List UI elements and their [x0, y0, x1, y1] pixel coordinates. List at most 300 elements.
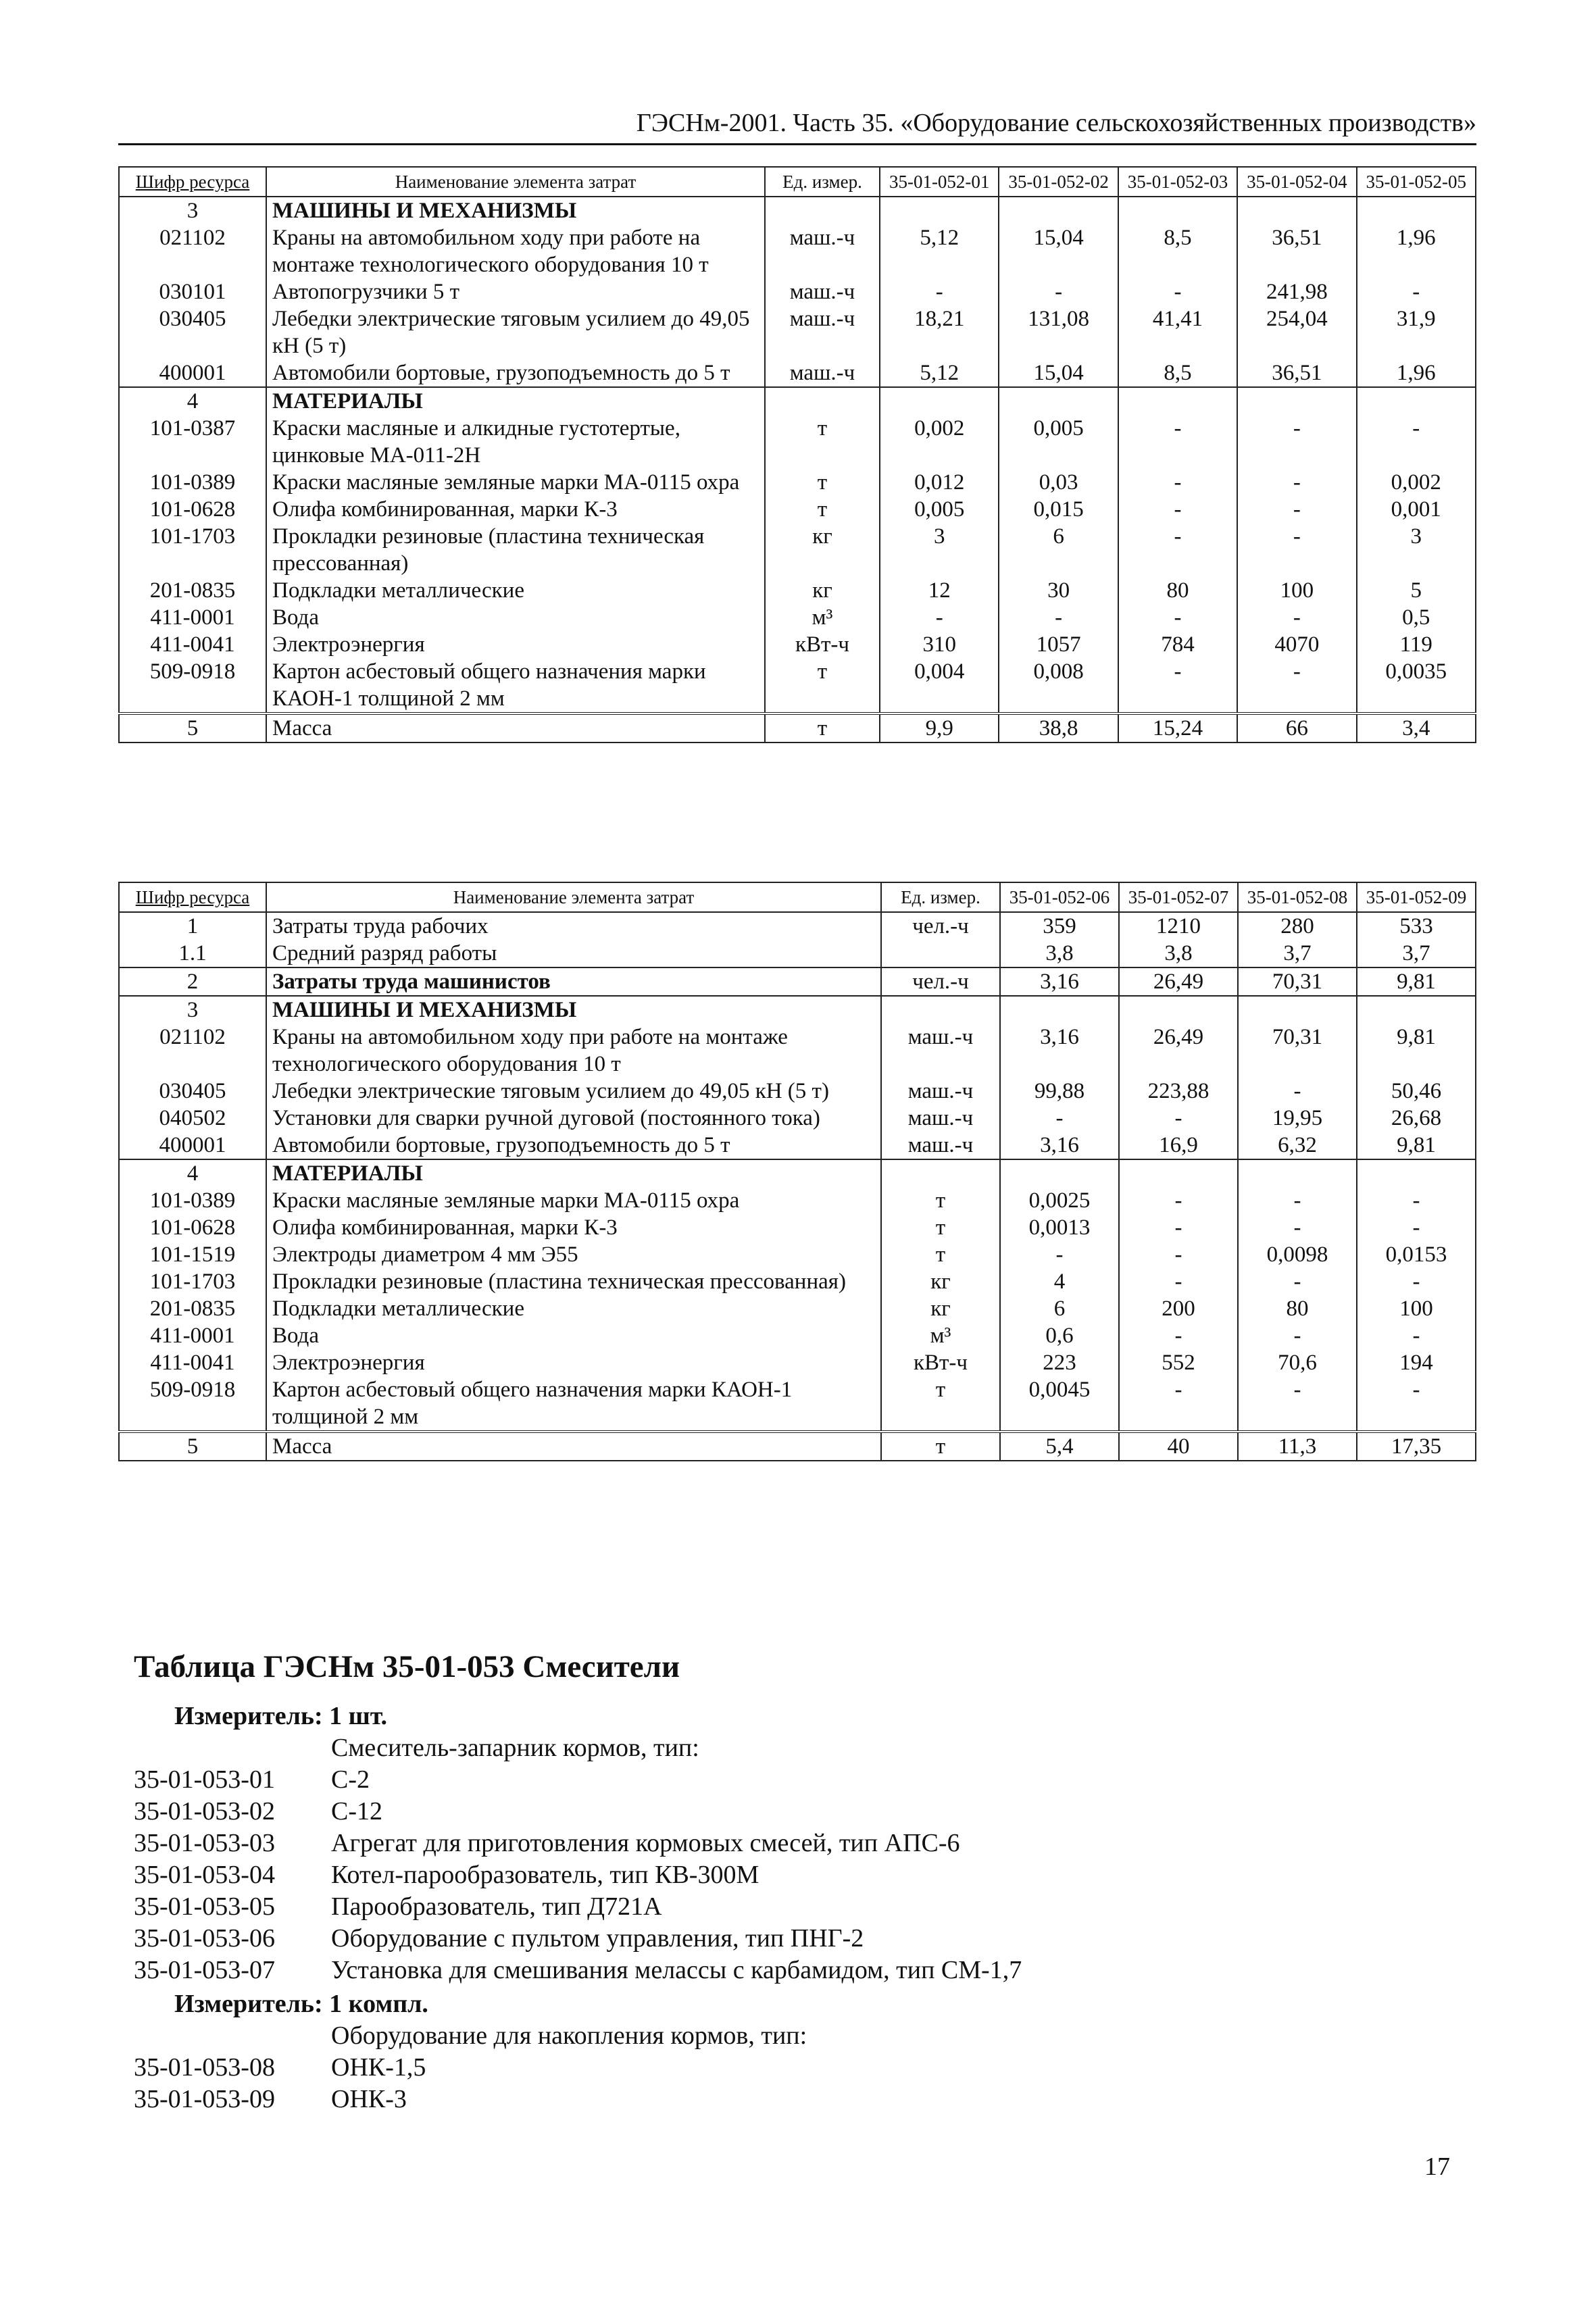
cell-value: 80: [1118, 577, 1237, 604]
cell-value: -: [999, 278, 1118, 305]
cell-value: [1357, 197, 1476, 224]
cell-unit: маш.-ч: [881, 1132, 1000, 1159]
norm-code: 35-01-053-04: [134, 1861, 275, 1889]
cell-value: [1118, 387, 1237, 415]
cell-value: 40: [1119, 1432, 1238, 1461]
cell-value: 0,0045: [1000, 1376, 1119, 1432]
table-row: [119, 1187, 1476, 1214]
group-description: Оборудование для накопления кормов, тип:: [331, 2021, 807, 2050]
cell-code: 1: [119, 912, 266, 940]
cell-unit: чел.-ч: [881, 912, 1000, 940]
cell-name: Затраты труда рабочих: [266, 912, 881, 940]
table-row: [119, 1322, 1476, 1349]
cell-value: [999, 387, 1118, 415]
cell-code: 021102: [119, 1024, 266, 1078]
norm-code: 35-01-053-09: [134, 2085, 275, 2113]
cell-value: 0,0098: [1238, 1241, 1357, 1268]
cell-value: -: [1357, 278, 1476, 305]
cell-name: Масса: [266, 1432, 881, 1461]
cell-name: Лебедки электрические тяговым усилием до 49,05 кН (5 т): [266, 1078, 881, 1105]
running-header: ГЭСНм-2001. Часть 35. «Оборудование сельскохозяйственных производств»: [118, 108, 1476, 145]
cell-value: 0,005: [880, 496, 999, 523]
table-row: [119, 1214, 1476, 1241]
cell-value: 0,5: [1357, 604, 1476, 631]
cell-value: -: [1119, 1376, 1238, 1432]
table-row: [119, 658, 1476, 713]
cell-value: 1,96: [1357, 224, 1476, 278]
cell-value: -: [1238, 1078, 1357, 1105]
cell-value: 9,81: [1357, 967, 1476, 996]
cell-value: 17,35: [1357, 1432, 1476, 1461]
cell-value: [1000, 1159, 1119, 1187]
table-row: [119, 1376, 1476, 1432]
norm-text: Парообразователь, тип Д721А: [331, 1892, 662, 1921]
header-col: 35-01-052-07: [1119, 882, 1238, 912]
cell-name: Электроэнергия: [266, 631, 765, 658]
cell-value: 9,81: [1357, 1132, 1476, 1159]
cell-value: 5: [1357, 577, 1476, 604]
cell-value: -: [1118, 278, 1237, 305]
cell-name: Картон асбестовый общего назначения марки КАОН-1 толщиной 2 мм: [266, 658, 765, 713]
cell-unit: [881, 996, 1000, 1024]
cell-value: -: [1238, 1376, 1357, 1432]
table-row: [119, 197, 1476, 224]
cell-unit: маш.-ч: [765, 278, 880, 305]
cell-value: -: [1237, 469, 1356, 496]
cell-value: 1210: [1119, 912, 1238, 940]
cell-value: 70,31: [1238, 967, 1357, 996]
cell-value: 8,5: [1118, 224, 1237, 278]
cell-value: 241,98: [1237, 278, 1356, 305]
cell-value: -: [1119, 1214, 1238, 1241]
cell-value: 6,32: [1238, 1132, 1357, 1159]
cell-name: МАТЕРИАЛЫ: [266, 387, 765, 415]
cell-value: -: [1357, 1376, 1476, 1432]
cell-value: -: [1237, 496, 1356, 523]
cell-name: Подкладки металлические: [266, 577, 765, 604]
cell-value: -: [1357, 1187, 1476, 1214]
table-row: [119, 1159, 1476, 1187]
cell-value: -: [1238, 1214, 1357, 1241]
header-col: 35-01-052-04: [1237, 167, 1356, 197]
cell-name: Прокладки резиновые (пластина техническая прессованная): [266, 523, 765, 577]
cell-value: 0,001: [1357, 496, 1476, 523]
cell-value: 0,012: [880, 469, 999, 496]
table-row: [119, 469, 1476, 496]
cell-unit: кВт-ч: [765, 631, 880, 658]
cell-value: 15,24: [1118, 713, 1237, 743]
cell-unit: маш.-ч: [765, 359, 880, 387]
cell-code: 1.1: [119, 940, 266, 967]
cell-value: 0,005: [999, 415, 1118, 469]
cell-value: 3,8: [1000, 940, 1119, 967]
cell-name: Затраты труда машинистов: [266, 967, 881, 996]
cell-name: Олифа комбинированная, марки К-3: [266, 1214, 881, 1241]
table-row: [119, 523, 1476, 577]
cell-value: -: [1119, 1268, 1238, 1295]
cell-value: 0,6: [1000, 1322, 1119, 1349]
cell-value: 16,9: [1119, 1132, 1238, 1159]
cell-value: 119: [1357, 631, 1476, 658]
cell-value: 15,04: [999, 224, 1118, 278]
table-row: [119, 1078, 1476, 1105]
header-col: 35-01-052-09: [1357, 882, 1476, 912]
cell-value: [1000, 996, 1119, 1024]
norm-text: ОНК-1,5: [331, 2053, 426, 2082]
cell-value: 5,12: [880, 224, 999, 278]
cell-value: -: [1118, 658, 1237, 713]
cell-name: МАТЕРИАЛЫ: [266, 1159, 881, 1187]
cell-code: 201-0835: [119, 1295, 266, 1322]
cell-value: -: [1000, 1241, 1119, 1268]
norm-item: [134, 1796, 382, 1826]
cell-value: -: [1118, 523, 1237, 577]
group-description: Смеситель-запарник кормов, тип:: [331, 1734, 699, 1762]
norm-item: [134, 1892, 662, 1921]
cell-value: 0,0013: [1000, 1214, 1119, 1241]
cell-unit: [881, 940, 1000, 967]
cell-value: 254,04: [1237, 305, 1356, 359]
cell-value: 12: [880, 577, 999, 604]
cell-value: 70,6: [1238, 1349, 1357, 1376]
cell-code: 101-0628: [119, 496, 266, 523]
table-row: [119, 713, 1476, 743]
cell-value: -: [1237, 604, 1356, 631]
cell-code: 5: [119, 1432, 266, 1461]
cell-code: 101-0389: [119, 1187, 266, 1214]
cell-value: 0,0153: [1357, 1241, 1476, 1268]
cell-value: 100: [1357, 1295, 1476, 1322]
norm-text: ОНК-3: [331, 2085, 407, 2113]
cell-unit: маш.-ч: [765, 224, 880, 278]
cell-name: Картон асбестовый общего назначения марки КАОН-1 толщиной 2 мм: [266, 1376, 881, 1432]
table-row: [119, 912, 1476, 940]
cell-unit: маш.-ч: [881, 1105, 1000, 1132]
cell-value: 0,002: [880, 415, 999, 469]
norm-code: 35-01-053-03: [134, 1829, 275, 1857]
cell-value: -: [1119, 1241, 1238, 1268]
cell-code: 101-0628: [119, 1214, 266, 1241]
cell-unit: [881, 1159, 1000, 1187]
cell-value: 100: [1237, 577, 1356, 604]
cell-value: -: [1237, 658, 1356, 713]
table-row: [119, 1268, 1476, 1295]
norm-text: Агрегат для приготовления кормовых смесей, тип АПС-6: [331, 1829, 960, 1857]
cell-code: 4: [119, 387, 266, 415]
cell-value: 70,31: [1238, 1024, 1357, 1078]
page-number: 17: [1424, 2153, 1450, 2181]
cell-code: 3: [119, 197, 266, 224]
cell-value: 9,81: [1357, 1024, 1476, 1078]
cell-name: Вода: [266, 604, 765, 631]
cell-code: 040502: [119, 1105, 266, 1132]
cell-name: Прокладки резиновые (пластина техническая прессованная): [266, 1268, 881, 1295]
cell-value: -: [880, 278, 999, 305]
cell-name: Автопогрузчики 5 т: [266, 278, 765, 305]
cell-value: 3,8: [1119, 940, 1238, 967]
table-row: [119, 415, 1476, 469]
cell-unit: м³: [765, 604, 880, 631]
table-row: [119, 224, 1476, 278]
cell-code: 201-0835: [119, 577, 266, 604]
cell-value: -: [1357, 1322, 1476, 1349]
cell-name: Электроэнергия: [266, 1349, 881, 1376]
cell-value: 26,49: [1119, 1024, 1238, 1078]
cell-value: -: [1357, 415, 1476, 469]
cell-value: 3,16: [1000, 967, 1119, 996]
cell-value: 11,3: [1238, 1432, 1357, 1461]
cell-value: -: [1118, 604, 1237, 631]
cell-code: 3: [119, 996, 266, 1024]
table-body: [119, 912, 1476, 1461]
cell-value: 66: [1237, 713, 1356, 743]
cell-code: 030101: [119, 278, 266, 305]
norm-item: [134, 1828, 959, 1858]
table-row: [119, 996, 1476, 1024]
cell-name: Краски масляные земляные марки МА-0115 охра: [266, 469, 765, 496]
cell-value: [1119, 996, 1238, 1024]
norm-code: 35-01-053-06: [134, 1924, 275, 1953]
cell-value: 131,08: [999, 305, 1118, 359]
cell-value: -: [1000, 1105, 1119, 1132]
cell-value: -: [1118, 415, 1237, 469]
norm-code: 35-01-053-01: [134, 1765, 275, 1794]
cell-value: 3: [880, 523, 999, 577]
cell-value: 6: [1000, 1295, 1119, 1322]
cell-code: 4: [119, 1159, 266, 1187]
cell-value: 3,4: [1357, 713, 1476, 743]
cell-value: -: [1118, 496, 1237, 523]
cell-value: 0,004: [880, 658, 999, 713]
cell-unit: чел.-ч: [881, 967, 1000, 996]
cell-value: 1,96: [1357, 359, 1476, 387]
norm-text: С-2: [331, 1765, 370, 1794]
header-name: Наименование элемента затрат: [266, 882, 881, 912]
cell-value: 223: [1000, 1349, 1119, 1376]
cell-value: [1357, 387, 1476, 415]
cell-name: Краски масляные и алкидные густотертые, цинковые МА-011-2Н: [266, 415, 765, 469]
resource-table-2: [118, 882, 1476, 1461]
cell-code: 509-0918: [119, 658, 266, 713]
cell-code: 2: [119, 967, 266, 996]
cell-value: 99,88: [1000, 1078, 1119, 1105]
cell-name: Автомобили бортовые, грузоподъемность до 5 т: [266, 359, 765, 387]
table-row: [119, 1024, 1476, 1078]
cell-value: 5,12: [880, 359, 999, 387]
cell-value: -: [1119, 1187, 1238, 1214]
cell-value: -: [1237, 415, 1356, 469]
cell-value: 3,7: [1357, 940, 1476, 967]
cell-value: [1237, 197, 1356, 224]
cell-unit: кг: [765, 523, 880, 577]
norm-item: [134, 2053, 426, 2082]
cell-unit: т: [881, 1376, 1000, 1432]
header-unit: Ед. измер.: [765, 167, 880, 197]
cell-unit: т: [765, 713, 880, 743]
cell-value: [1238, 1159, 1357, 1187]
cell-value: 200: [1119, 1295, 1238, 1322]
cell-code: 509-0918: [119, 1376, 266, 1432]
cell-value: 5,4: [1000, 1432, 1119, 1461]
cell-unit: т: [881, 1241, 1000, 1268]
table-row: [119, 1241, 1476, 1268]
table-row: [119, 1432, 1476, 1461]
cell-value: [1118, 197, 1237, 224]
cell-value: 0,03: [999, 469, 1118, 496]
header-code: Шифр ресурса: [119, 167, 266, 197]
header-col: 35-01-052-06: [1000, 882, 1119, 912]
cell-code: 5: [119, 713, 266, 743]
section-title: Таблица ГЭСНм 35-01-053 Смесители: [134, 1649, 680, 1684]
cell-name: Вода: [266, 1322, 881, 1349]
table-row: [119, 1295, 1476, 1322]
cell-value: 3,16: [1000, 1024, 1119, 1078]
cell-code: 021102: [119, 224, 266, 278]
cell-value: 6: [999, 523, 1118, 577]
cell-unit: т: [765, 658, 880, 713]
norm-item: [134, 1923, 864, 1953]
cell-value: 359: [1000, 912, 1119, 940]
cell-name: Электроды диаметром 4 мм Э55: [266, 1241, 881, 1268]
cell-value: -: [1119, 1105, 1238, 1132]
cell-value: -: [1237, 523, 1356, 577]
cell-value: 31,9: [1357, 305, 1476, 359]
cell-value: 18,21: [880, 305, 999, 359]
cell-code: 411-0001: [119, 604, 266, 631]
table-row: [119, 278, 1476, 305]
cell-value: 3: [1357, 523, 1476, 577]
cell-value: 4: [1000, 1268, 1119, 1295]
table-row: [119, 577, 1476, 604]
cell-value: [1357, 996, 1476, 1024]
cell-value: [1119, 1159, 1238, 1187]
cell-name: Краски масляные земляные марки МА-0115 охра: [266, 1187, 881, 1214]
table-row: [119, 496, 1476, 523]
cell-code: 411-0041: [119, 1349, 266, 1376]
cell-unit: маш.-ч: [881, 1024, 1000, 1078]
cell-code: 101-1703: [119, 1268, 266, 1295]
cell-value: 552: [1119, 1349, 1238, 1376]
norm-item: [134, 2084, 407, 2114]
cell-name: Автомобили бортовые, грузоподъемность до 5 т: [266, 1132, 881, 1159]
cell-unit: т: [881, 1214, 1000, 1241]
cell-code: 101-0389: [119, 469, 266, 496]
cell-name: МАШИНЫ И МЕХАНИЗМЫ: [266, 996, 881, 1024]
cell-value: -: [1357, 1214, 1476, 1241]
cell-unit: т: [881, 1187, 1000, 1214]
cell-code: 400001: [119, 359, 266, 387]
cell-value: 223,88: [1119, 1078, 1238, 1105]
meter-label: Измеритель: 1 шт.: [174, 1702, 388, 1730]
cell-value: -: [1238, 1322, 1357, 1349]
table-row: [119, 1105, 1476, 1132]
cell-value: 280: [1238, 912, 1357, 940]
cell-unit: т: [881, 1432, 1000, 1461]
cell-value: 0,0025: [1000, 1187, 1119, 1214]
cell-value: 3,7: [1238, 940, 1357, 967]
cell-unit: т: [765, 469, 880, 496]
norm-item: [134, 1860, 759, 1890]
cell-name: Установки для сварки ручной дуговой (постоянного тока): [266, 1105, 881, 1132]
table-row: [119, 604, 1476, 631]
cell-name: Подкладки металлические: [266, 1295, 881, 1322]
cell-value: [1237, 387, 1356, 415]
cell-value: 41,41: [1118, 305, 1237, 359]
norm-text: Котел-парообразователь, тип КВ-300М: [331, 1861, 759, 1889]
cell-value: -: [1357, 1268, 1476, 1295]
cell-code: 101-0387: [119, 415, 266, 469]
cell-value: 194: [1357, 1349, 1476, 1376]
table-row: [119, 359, 1476, 387]
norm-text: Оборудование с пультом управления, тип ПНГ-2: [331, 1924, 864, 1953]
cell-value: -: [1238, 1268, 1357, 1295]
cell-value: 80: [1238, 1295, 1357, 1322]
cell-code: 101-1703: [119, 523, 266, 577]
table-header-row: [119, 167, 1476, 197]
norm-text: Установка для смешивания мелассы с карбамидом, тип СМ-1,7: [331, 1956, 1022, 1984]
norm-text: С-12: [331, 1797, 382, 1826]
cell-unit: [765, 387, 880, 415]
header-name: Наименование элемента затрат: [266, 167, 765, 197]
cell-code: 400001: [119, 1132, 266, 1159]
cell-value: 0,0035: [1357, 658, 1476, 713]
cell-unit: кг: [881, 1268, 1000, 1295]
cell-value: 0,002: [1357, 469, 1476, 496]
cell-name: Краны на автомобильном ходу при работе на монтаже технологического оборудования 10 т: [266, 1024, 881, 1078]
cell-unit: т: [765, 496, 880, 523]
cell-value: 50,46: [1357, 1078, 1476, 1105]
norm-code: 35-01-053-02: [134, 1797, 275, 1826]
table-row: [119, 940, 1476, 967]
table-row: [119, 631, 1476, 658]
table-row: [119, 1132, 1476, 1159]
cell-value: -: [999, 604, 1118, 631]
cell-value: 38,8: [999, 713, 1118, 743]
cell-value: 1057: [999, 631, 1118, 658]
cell-code: 411-0041: [119, 631, 266, 658]
meter-label: Измеритель: 1 компл.: [174, 1990, 428, 2018]
header-col: 35-01-052-08: [1238, 882, 1357, 912]
cell-name: Краны на автомобильном ходу при работе на монтаже технологического оборудования 10 т: [266, 224, 765, 278]
header-col: 35-01-052-01: [880, 167, 999, 197]
cell-value: 3,16: [1000, 1132, 1119, 1159]
cell-name: МАШИНЫ И МЕХАНИЗМЫ: [266, 197, 765, 224]
cell-value: -: [1238, 1187, 1357, 1214]
cell-value: 784: [1118, 631, 1237, 658]
cell-unit: маш.-ч: [765, 305, 880, 359]
norm-code: 35-01-053-08: [134, 2053, 275, 2082]
cell-code: 030405: [119, 305, 266, 359]
cell-value: -: [1118, 469, 1237, 496]
cell-value: [999, 197, 1118, 224]
table-row: [119, 967, 1476, 996]
cell-value: 15,04: [999, 359, 1118, 387]
header-col: 35-01-052-05: [1357, 167, 1476, 197]
cell-unit: кг: [765, 577, 880, 604]
cell-unit: кВт-ч: [881, 1349, 1000, 1376]
cell-value: [880, 197, 999, 224]
cell-name: Лебедки электрические тяговым усилием до 49,05 кН (5 т): [266, 305, 765, 359]
header-col: 35-01-052-03: [1118, 167, 1237, 197]
cell-value: 310: [880, 631, 999, 658]
cell-name: Средний разряд работы: [266, 940, 881, 967]
cell-value: -: [1119, 1322, 1238, 1349]
resource-table-1: [118, 166, 1476, 743]
norm-code: 35-01-053-05: [134, 1892, 275, 1921]
cell-unit: м³: [881, 1322, 1000, 1349]
cell-value: 8,5: [1118, 359, 1237, 387]
table-row: [119, 1349, 1476, 1376]
